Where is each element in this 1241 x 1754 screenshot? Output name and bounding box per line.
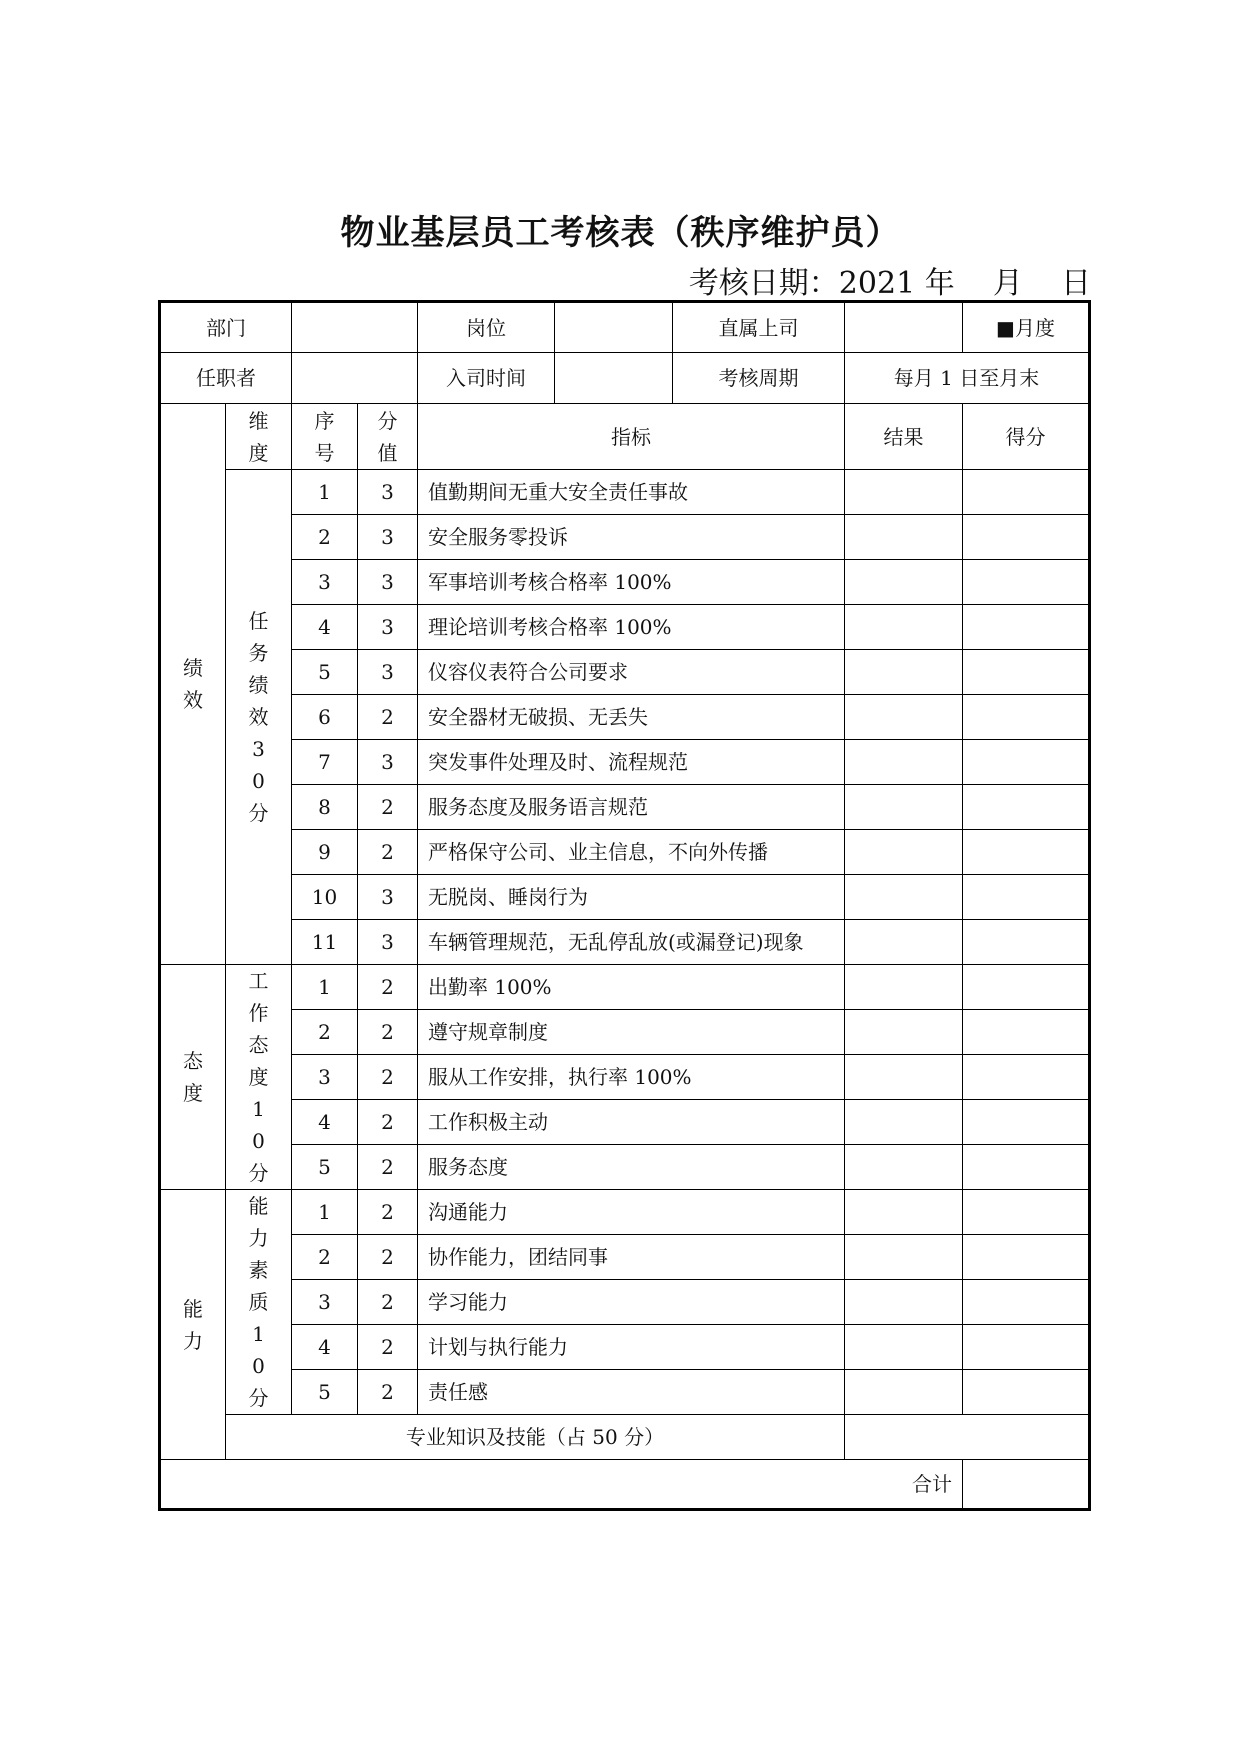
indicator-cell: 服务态度及服务语言规范	[418, 785, 845, 830]
supervisor-label: 直属上司	[673, 302, 845, 353]
indicator-cell: 协作能力，团结同事	[418, 1235, 845, 1280]
seq-cell: 5	[292, 1370, 358, 1415]
indicator-cell: 沟通能力	[418, 1190, 845, 1235]
dimension-cell	[226, 1190, 292, 1415]
score-cell: 2	[358, 785, 418, 830]
indicator-cell: 严格保守公司、业主信息，不向外传播	[418, 830, 845, 875]
indicator-cell: 学习能力	[418, 1280, 845, 1325]
category-cell	[160, 404, 226, 965]
column-header-row	[160, 404, 1090, 470]
result-field[interactable]	[845, 785, 963, 830]
seq-cell: 5	[292, 1145, 358, 1190]
points-field[interactable]	[963, 1010, 1090, 1055]
professional-skills-label: 专业知识及技能（占 50 分）	[226, 1415, 845, 1460]
cycle-label: 考核周期	[673, 353, 845, 404]
indicator-row	[160, 1325, 1090, 1370]
seq-cell: 7	[292, 740, 358, 785]
score-cell: 2	[358, 1100, 418, 1145]
indicator-row	[160, 650, 1090, 695]
result-field[interactable]	[845, 1235, 963, 1280]
cycle-value: 每月 1 日至月末	[845, 353, 1090, 404]
column-header-dimension-label: 维度	[248, 408, 269, 465]
score-cell: 2	[358, 1235, 418, 1280]
points-field[interactable]	[963, 1280, 1090, 1325]
header-row-2	[160, 353, 1090, 404]
indicator-cell: 出勤率 100%	[418, 965, 845, 1010]
result-field[interactable]	[845, 1100, 963, 1145]
dimension-cell	[226, 470, 292, 965]
score-cell: 3	[358, 470, 418, 515]
join-date-field[interactable]	[555, 353, 673, 404]
score-cell: 3	[358, 515, 418, 560]
indicator-row	[160, 515, 1090, 560]
score-cell: 2	[358, 1370, 418, 1415]
score-cell: 3	[358, 875, 418, 920]
dimension-cell	[226, 965, 292, 1190]
indicator-row	[160, 1055, 1090, 1100]
points-field[interactable]	[963, 965, 1090, 1010]
seq-cell: 9	[292, 830, 358, 875]
category-label: 能力	[183, 1296, 203, 1353]
indicator-row	[160, 830, 1090, 875]
indicator-cell: 车辆管理规范，无乱停乱放(或漏登记)现象	[418, 920, 845, 965]
indicator-row	[160, 1370, 1090, 1415]
points-field[interactable]	[963, 920, 1090, 965]
score-cell: 3	[358, 560, 418, 605]
assessment-date: 考核日期：2021 年 月 日	[688, 266, 1091, 301]
indicator-row	[160, 1100, 1090, 1145]
seq-cell: 1	[292, 965, 358, 1010]
indicator-row	[160, 560, 1090, 605]
indicator-row	[160, 1280, 1090, 1325]
score-cell: 2	[358, 1190, 418, 1235]
professional-skills-field[interactable]	[845, 1415, 1090, 1460]
seq-cell: 4	[292, 1325, 358, 1370]
points-field[interactable]	[963, 605, 1090, 650]
holder-label: 任职者	[160, 353, 292, 404]
result-field[interactable]	[845, 920, 963, 965]
indicator-cell: 突发事件处理及时、流程规范	[418, 740, 845, 785]
indicator-row	[160, 1235, 1090, 1280]
points-field[interactable]	[963, 1370, 1090, 1415]
result-field[interactable]	[845, 560, 963, 605]
indicator-row	[160, 965, 1090, 1010]
result-field[interactable]	[845, 470, 963, 515]
result-field[interactable]	[845, 1055, 963, 1100]
result-field[interactable]	[845, 1145, 963, 1190]
indicator-cell: 军事培训考核合格率 100%	[418, 560, 845, 605]
seq-cell: 11	[292, 920, 358, 965]
category-cell	[160, 965, 226, 1190]
seq-cell: 1	[292, 470, 358, 515]
result-field[interactable]	[845, 965, 963, 1010]
indicator-cell: 服从工作安排，执行率 100%	[418, 1055, 845, 1100]
seq-cell: 4	[292, 605, 358, 650]
column-header-seq-label: 序号	[314, 408, 335, 465]
score-cell: 2	[358, 965, 418, 1010]
indicator-row	[160, 470, 1090, 515]
seq-cell: 5	[292, 650, 358, 695]
result-field[interactable]	[845, 1325, 963, 1370]
seq-cell: 4	[292, 1100, 358, 1145]
result-field[interactable]	[845, 1010, 963, 1055]
total-field[interactable]	[963, 1460, 1090, 1510]
result-field[interactable]	[845, 650, 963, 695]
points-field[interactable]	[963, 1055, 1090, 1100]
indicator-row	[160, 695, 1090, 740]
category-label: 绩效	[183, 656, 203, 712]
result-field[interactable]	[845, 515, 963, 560]
column-header-indicator: 指标	[418, 404, 845, 470]
join-date-label: 入司时间	[418, 353, 555, 404]
column-header-score	[358, 404, 418, 470]
points-field[interactable]	[963, 785, 1090, 830]
total-label: 合计	[160, 1460, 963, 1510]
points-field[interactable]	[963, 515, 1090, 560]
points-field[interactable]	[963, 560, 1090, 605]
indicator-row	[160, 875, 1090, 920]
extra-row	[160, 1415, 1090, 1460]
seq-cell: 3	[292, 1280, 358, 1325]
dept-field[interactable]	[292, 302, 418, 353]
score-cell: 2	[358, 695, 418, 740]
indicator-row	[160, 785, 1090, 830]
result-field[interactable]	[845, 740, 963, 785]
dept-label: 部门	[160, 302, 292, 353]
indicator-row	[160, 605, 1090, 650]
holder-field[interactable]	[292, 353, 418, 404]
supervisor-field[interactable]	[845, 302, 963, 353]
indicator-cell: 遵守规章制度	[418, 1010, 845, 1055]
indicator-row	[160, 920, 1090, 965]
indicator-row	[160, 1010, 1090, 1055]
post-field[interactable]	[555, 302, 673, 353]
dimension-label: 工作态度10分	[248, 969, 269, 1185]
points-field[interactable]	[963, 875, 1090, 920]
seq-cell: 2	[292, 1010, 358, 1055]
result-field[interactable]	[845, 605, 963, 650]
score-cell: 2	[358, 1280, 418, 1325]
score-cell: 2	[358, 830, 418, 875]
indicator-cell: 工作积极主动	[418, 1100, 845, 1145]
points-field[interactable]	[963, 650, 1090, 695]
indicator-row	[160, 1145, 1090, 1190]
indicator-cell: 理论培训考核合格率 100%	[418, 605, 845, 650]
score-cell: 3	[358, 650, 418, 695]
seq-cell: 3	[292, 560, 358, 605]
score-cell: 3	[358, 605, 418, 650]
result-field[interactable]	[845, 1190, 963, 1235]
indicator-cell: 安全服务零投诉	[418, 515, 845, 560]
result-field[interactable]	[845, 875, 963, 920]
post-label: 岗位	[418, 302, 555, 353]
seq-cell: 10	[292, 875, 358, 920]
points-field[interactable]	[963, 1190, 1090, 1235]
score-cell: 2	[358, 1325, 418, 1370]
indicator-row	[160, 1190, 1090, 1235]
indicator-cell: 安全器材无破损、无丢失	[418, 695, 845, 740]
points-field[interactable]	[963, 830, 1090, 875]
score-cell: 2	[358, 1145, 418, 1190]
points-field[interactable]	[963, 1100, 1090, 1145]
column-header-result: 结果	[845, 404, 963, 470]
seq-cell: 1	[292, 1190, 358, 1235]
indicator-cell: 值勤期间无重大安全责任事故	[418, 470, 845, 515]
seq-cell: 8	[292, 785, 358, 830]
points-field[interactable]	[963, 1235, 1090, 1280]
indicator-row	[160, 740, 1090, 785]
indicator-cell: 无脱岗、睡岗行为	[418, 875, 845, 920]
dimension-label: 任务绩效30分	[248, 609, 269, 825]
points-field[interactable]	[963, 470, 1090, 515]
category-cell	[160, 1190, 226, 1460]
column-header-points: 得分	[963, 404, 1090, 470]
result-field[interactable]	[845, 1280, 963, 1325]
column-header-dimension	[226, 404, 292, 470]
header-row-1	[160, 302, 1090, 353]
seq-cell: 2	[292, 1235, 358, 1280]
period-type: ■月度	[963, 302, 1090, 353]
seq-cell: 6	[292, 695, 358, 740]
score-cell: 2	[358, 1055, 418, 1100]
points-field[interactable]	[963, 1325, 1090, 1370]
points-field[interactable]	[963, 695, 1090, 740]
form-title: 物业基层员工考核表（秩序维护员）	[340, 213, 901, 253]
indicator-cell: 仪容仪表符合公司要求	[418, 650, 845, 695]
result-field[interactable]	[845, 695, 963, 740]
category-label: 态度	[183, 1049, 203, 1105]
total-row	[160, 1460, 1090, 1510]
score-cell: 3	[358, 740, 418, 785]
seq-cell: 2	[292, 515, 358, 560]
result-field[interactable]	[845, 830, 963, 875]
score-cell: 3	[358, 920, 418, 965]
points-field[interactable]	[963, 1145, 1090, 1190]
dimension-label: 能力素质10分	[248, 1194, 269, 1410]
indicator-cell: 服务态度	[418, 1145, 845, 1190]
column-header-seq	[292, 404, 358, 470]
seq-cell: 3	[292, 1055, 358, 1100]
indicator-cell: 计划与执行能力	[418, 1325, 845, 1370]
score-cell: 2	[358, 1010, 418, 1055]
indicator-cell: 责任感	[418, 1370, 845, 1415]
assessment-table	[158, 300, 1091, 1511]
points-field[interactable]	[963, 740, 1090, 785]
result-field[interactable]	[845, 1370, 963, 1415]
column-header-score-label: 分值	[377, 408, 398, 465]
